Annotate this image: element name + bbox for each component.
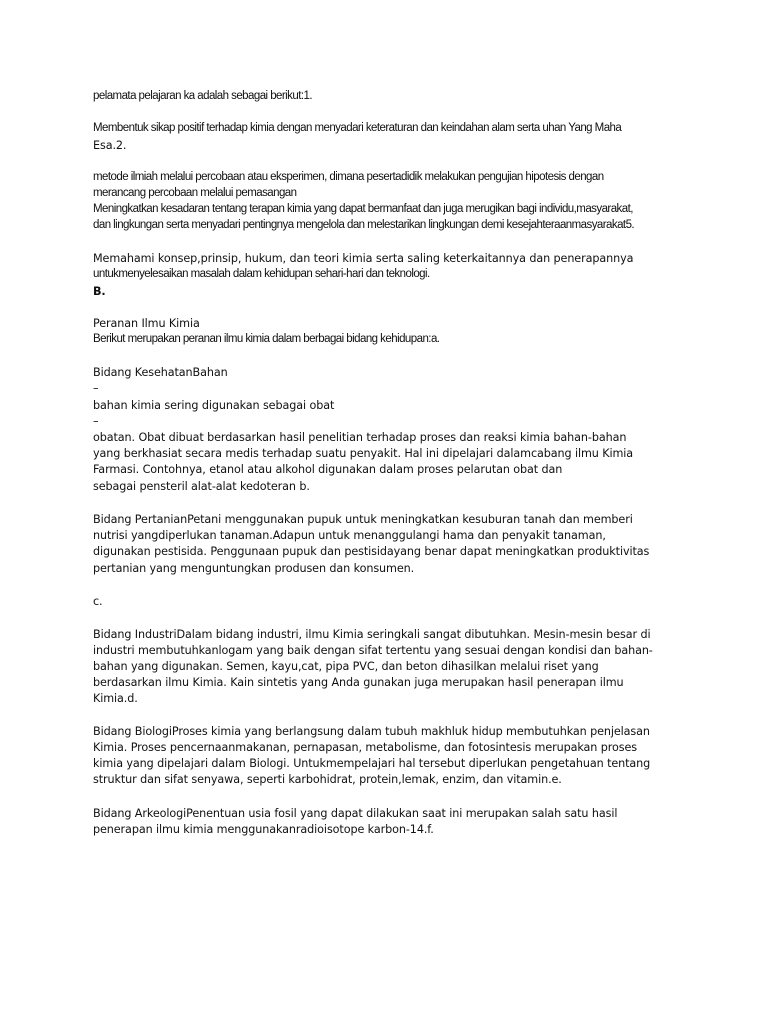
text-line: Bidang PertanianPetani menggunakan pupuk untuk meningkatkan kesuburan tanah dan memberi (93, 513, 633, 526)
dash-line: – (93, 382, 99, 395)
dash-line: – (93, 415, 99, 428)
text-line: nutrisi yangdiperlukan tanaman.Adapun untuk menanggulangi hama dan penyakit tanaman, (93, 529, 606, 542)
text-line: berdasarkan ilmu Kimia. Kain sintetis yang Anda gunakan juga merupakan hasil penerapan ilmu (93, 676, 624, 689)
text-line: untukmenyelesaikan masalah dalam kehidupan sehari-hari dan teknologi. (93, 268, 430, 280)
text-line: Bidang KesehatanBahan (93, 366, 228, 379)
text-line: pelamata pelajaran ka adalah sebagai berikut:1. (93, 90, 313, 102)
text-line: merancang percobaan melalui pemasangan (93, 187, 297, 199)
text-line: Bidang BiologiProses kimia yang berlangsung dalam tubuh makhluk hidup membutuhkan penjelasan (93, 725, 650, 738)
text-line: obatan. Obat dibuat berdasarkan hasil penelitian terhadap proses dan reaksi kimia bahan-bahan (93, 431, 627, 444)
text-line: sebagai pensteril alat-alat kedoteran b. (93, 480, 310, 493)
text-line: kimia yang dipelajari dalam Biologi. Untukmempelajari hal tersebut diperlukan pengetahuan tentang (93, 757, 651, 770)
text-line: bahan kimia sering digunakan sebagai obat (93, 399, 335, 412)
text-line: Meningkatkan kesadaran tentang terapan kimia yang dapat bermanfaat dan juga merugikan bagi individu,masyarakat, (93, 203, 633, 215)
text-line: digunakan pestisida. Penggunaan pupuk dan pestisidayang benar dapat meningkatkan produktivitas (93, 545, 650, 558)
text-line: metode ilmiah melalui percobaan atau eksperimen, dimana pesertadidik melakukan pengujian hipotesis dengan (93, 171, 604, 183)
text-line: penerapan ilmu kimia menggunakanradioisotope karbon-14.f. (93, 823, 434, 836)
text-line: dan lingkungan serta menyadari pentingnya mengelola dan melestarikan lingkungan demi kesejahteraanmasyarakat5. (93, 219, 635, 231)
text-line: Kimia.d. (93, 692, 138, 705)
section-heading: Peranan Ilmu Kimia (93, 317, 200, 330)
text-line: pertanian yang menguntungkan produsen dan konsumen. (93, 562, 415, 575)
text-line: yang berkhasiat secara medis terhadap suatu penyakit. Hal ini dipelajari dalamcabang ilmu Kimia (93, 447, 634, 460)
text-line: Farmasi. Contohnya, etanol atau alkohol digunakan dalam proses pelarutan obat dan (93, 463, 563, 476)
text-line: Bidang ArkeologiPenentuan usia fosil yang dapat dilakukan saat ini merupakan salah satu hasil (93, 807, 618, 820)
text-line: Membentuk sikap positif terhadap kimia dengan menyadari keteraturan dan keindahan alam serta uhan Yang Maha (93, 122, 622, 134)
text-line: Bidang IndustriDalam bidang industri, ilmu Kimia seringkali sangat dibutuhkan. Mesin-mesin besar di (93, 628, 651, 641)
text-line: Kimia. Proses pencernaanmakanan, pernapasan, metabolisme, dan fotosintesis merupakan proses (93, 741, 637, 754)
text-line: Esa.2. (93, 139, 127, 152)
text-line: bahan yang digunakan. Semen, kayu,cat, pipa PVC, dan beton dihasilkan melalui riset yang (93, 660, 599, 673)
text-line: Berikut merupakan peranan ilmu kimia dalam berbagai bidang kehidupan:a. (93, 333, 440, 345)
text-line: c. (93, 595, 103, 608)
text-line: Memahami konsep,prinsip, hukum, dan teori kimia serta saling keterkaitannya dan penerapannya (93, 252, 634, 265)
text-line: industri membutuhkanlogam yang baik dengan sifat tertentu yang sesuai dengan kondisi dan bahan- (93, 644, 653, 657)
text-line: struktur dan sifat senyawa, seperti karbohidrat, protein,lemak, enzim, dan vitamin.e. (93, 773, 562, 786)
section-letter: B. (93, 285, 106, 298)
